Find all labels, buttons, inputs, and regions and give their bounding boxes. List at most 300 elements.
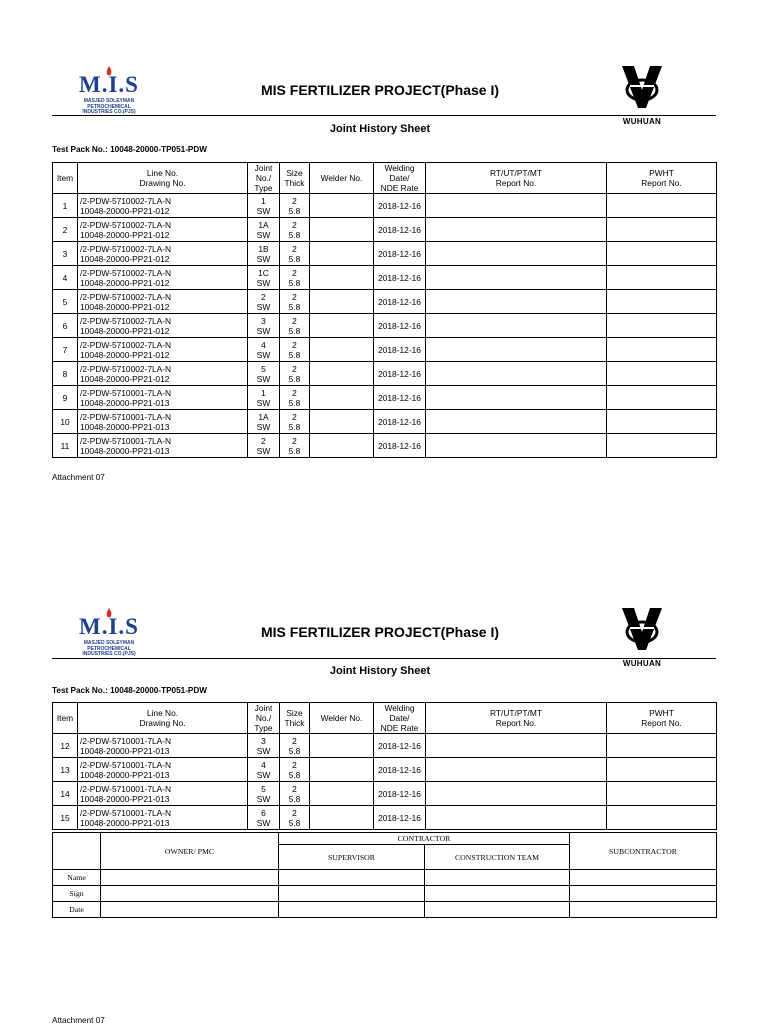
signature-field [101,886,279,902]
welding-date-cell: 2018-12-16 [374,758,426,782]
size-value: 2 [292,411,297,422]
drawing-number: 10048-20000-PP21-012 [80,325,170,336]
pwht-report-cell [607,266,717,290]
welding-date-cell: 2018-12-16 [374,434,426,458]
rt-report-cell [426,338,607,362]
line-number: /2-PDW-5710001-7LA-N [80,387,172,398]
size-value: 2 [292,363,297,374]
line-number: /2-PDW-5710002-7LA-N [80,315,172,326]
table-row [53,410,717,434]
size-value: 2 [292,807,297,818]
welder-cell [310,434,374,458]
header-line: Date/ [389,173,410,183]
sheet-page-2 [0,540,768,1024]
size-value: 2 [292,759,297,770]
thick-value: 5.8 [288,229,301,240]
joint-type: SW [256,301,271,312]
rt-report-cell [426,410,607,434]
line-drawing-cell [78,338,248,362]
header-line: Line No. [146,168,179,178]
size-value: 2 [292,387,297,398]
joint-number: 1 [261,387,266,398]
signature-field [570,886,717,902]
line-drawing-cell [78,758,248,782]
col-line-drawing-header [78,703,248,734]
col-rt-report-header [426,703,607,734]
welding-date-cell: 2018-12-16 [374,218,426,242]
header-line: Drawing No. [139,718,186,728]
drawing-number: 10048-20000-PP21-012 [80,253,170,264]
signature-field [425,886,570,902]
joint-number: 4 [261,339,266,350]
drawing-number: 10048-20000-PP21-012 [80,277,170,288]
header-line: Report No. [495,718,537,728]
col-size-header [280,163,310,194]
joint-type-cell [248,806,280,830]
header-line: No./ [255,713,272,723]
pwht-report-cell [607,290,717,314]
table-row [53,782,717,806]
table-row [53,434,717,458]
mis-logo-subtitle [74,641,144,658]
col-item-header: Item [53,703,78,734]
signature-corner [53,833,101,870]
drawing-number: 10048-20000-PP21-012 [80,349,170,360]
welder-cell [310,194,374,218]
thick-value: 5.8 [288,325,301,336]
line-drawing-cell [78,242,248,266]
pwht-report-cell [607,758,717,782]
line-number: /2-PDW-5710001-7LA-N [80,759,172,770]
joint-type: SW [256,253,271,264]
wuhuan-emblem-icon [620,64,664,110]
welding-date-cell: 2018-12-16 [374,338,426,362]
table-row [53,362,717,386]
line-drawing-cell [78,194,248,218]
header-line: Report No. [641,718,682,728]
line-number: /2-PDW-5710001-7LA-N [80,411,172,422]
test-pack-number: Test Pack No.: 10048-20000-TP051-PDW [52,145,208,154]
subcontractor-header: SUBCONTRACTOR [570,833,717,870]
joint-type-cell [248,362,280,386]
header-line: Welding [384,163,415,173]
rt-report-cell [426,734,607,758]
signature-row [53,870,717,886]
size-thick-cell [280,194,310,218]
item-cell: 4 [53,266,78,290]
joint-type: SW [256,793,271,804]
welding-date-cell: 2018-12-16 [374,806,426,830]
table-row [53,194,717,218]
joint-type: SW [256,421,271,432]
signature-row-label: Sign [53,886,101,902]
table-row [53,242,717,266]
mis-logo-word: M.I.S [79,72,139,97]
line-drawing-cell [78,314,248,338]
line-number: /2-PDW-5710001-7LA-N [80,807,172,818]
drawing-number: 10048-20000-PP21-013 [80,793,170,804]
size-thick-cell [280,386,310,410]
attachment-label: Attachment 07 [52,473,105,482]
signature-row [53,902,717,918]
joint-type-cell [248,194,280,218]
size-thick-cell [280,806,310,830]
rt-report-cell [426,434,607,458]
line-drawing-cell [78,410,248,434]
pwht-report-cell [607,338,717,362]
mis-sub-line: PETROCHEMICAL [87,103,131,110]
size-thick-cell [280,242,310,266]
thick-value: 5.8 [288,397,301,408]
line-number: /2-PDW-5710001-7LA-N [80,435,172,446]
welding-date-cell: 2018-12-16 [374,362,426,386]
joint-number: 3 [261,315,266,326]
header-line: Size [286,708,303,718]
pwht-report-cell [607,782,717,806]
line-drawing-cell [78,434,248,458]
item-cell: 14 [53,782,78,806]
header-line: Joint [254,163,273,173]
table-row [53,734,717,758]
table-header-row [53,163,717,194]
size-value: 2 [292,783,297,794]
mis-logo [74,608,144,670]
header-line: NDE Rate [380,183,419,193]
item-cell: 10 [53,410,78,434]
rt-report-cell [426,758,607,782]
signature-field [279,902,425,918]
rt-report-cell [426,194,607,218]
header-line: RT/UT/PT/MT [490,708,542,718]
size-value: 2 [292,243,297,254]
project-title: MIS FERTILIZER PROJECT(Phase I) [260,82,500,98]
sheet-title: Joint History Sheet [329,123,431,135]
drawing-number: 10048-20000-PP21-013 [80,421,170,432]
header-line: Drawing No. [139,178,186,188]
signature-field [425,870,570,886]
pwht-report-cell [607,734,717,758]
size-thick-cell [280,434,310,458]
thick-value: 5.8 [288,745,301,756]
drawing-number: 10048-20000-PP21-012 [80,301,170,312]
line-drawing-cell [78,734,248,758]
signature-field [570,870,717,886]
contractor-header: CONTRACTOR [279,833,570,845]
col-welder-header: Welder No. [310,703,374,734]
size-thick-cell [280,290,310,314]
welder-cell [310,386,374,410]
drawing-number: 10048-20000-PP21-013 [80,817,170,828]
col-pwht-report-header [607,703,717,734]
drawing-number: 10048-20000-PP21-013 [80,445,170,456]
item-cell: 5 [53,290,78,314]
header-line: PWHT [649,168,674,178]
signature-row [53,886,717,902]
welding-date-cell: 2018-12-16 [374,410,426,434]
mis-logo-subtitle [74,99,144,116]
pwht-report-cell [607,362,717,386]
size-thick-cell [280,362,310,386]
header-divider [52,115,716,116]
pwht-report-cell [607,434,717,458]
col-item-header: Item [53,163,78,194]
joint-number: 1A [258,219,269,230]
joint-number: 1B [258,243,269,254]
size-thick-cell [280,266,310,290]
wuhuan-emblem-icon [620,606,664,652]
line-number: /2-PDW-5710001-7LA-N [80,783,172,794]
table-row [53,386,717,410]
joint-type: SW [256,397,271,408]
size-thick-cell [280,782,310,806]
signature-field [279,886,425,902]
attachment-label: Attachment 07 [52,1016,105,1025]
signature-field [101,902,279,918]
header-line: RT/UT/PT/MT [490,168,542,178]
signature-field [570,902,717,918]
line-number: /2-PDW-5710002-7LA-N [80,243,172,254]
joint-type-cell [248,218,280,242]
line-drawing-cell [78,386,248,410]
joint-rows-page-1 [53,194,717,458]
thick-value: 5.8 [288,349,301,360]
welding-date-cell: 2018-12-16 [374,194,426,218]
joint-type: SW [256,349,271,360]
thick-value: 5.8 [288,301,301,312]
item-cell: 6 [53,314,78,338]
header-divider [52,658,716,659]
joint-type-cell [248,434,280,458]
line-number: /2-PDW-5710002-7LA-N [80,339,172,350]
construction-team-header: CONSTRUCTION TEAM [425,845,570,870]
pwht-report-cell [607,218,717,242]
joint-type: SW [256,745,271,756]
col-welder-header: Welder No. [310,163,374,194]
size-thick-cell [280,218,310,242]
drawing-number: 10048-20000-PP21-012 [80,229,170,240]
size-value: 2 [292,219,297,230]
pwht-report-cell [607,194,717,218]
line-drawing-cell [78,806,248,830]
joint-type: SW [256,229,271,240]
col-joint-header [248,163,280,194]
pwht-report-cell [607,386,717,410]
header-line: Joint [254,703,273,713]
drawing-number: 10048-20000-PP21-012 [80,373,170,384]
joint-type-cell [248,338,280,362]
welder-cell [310,758,374,782]
size-thick-cell [280,338,310,362]
header-line: NDE Rate [380,723,419,733]
drawing-number: 10048-20000-PP21-013 [80,769,170,780]
pwht-report-cell [607,806,717,830]
col-joint-header [248,703,280,734]
welder-cell [310,734,374,758]
header-line: Welding [384,703,415,713]
welding-date-cell: 2018-12-16 [374,386,426,410]
joint-number: 1C [258,267,269,278]
welding-date-cell: 2018-12-16 [374,242,426,266]
size-value: 2 [292,435,297,446]
header-line: Report No. [495,178,537,188]
wuhuan-logo-word: WUHUAN [622,659,662,668]
joint-type: SW [256,445,271,456]
joint-number: 1 [261,195,266,206]
drawing-number: 10048-20000-PP21-012 [80,205,170,216]
welder-cell [310,290,374,314]
test-pack-number: Test Pack No.: 10048-20000-TP051-PDW [52,686,208,695]
rt-report-cell [426,386,607,410]
item-cell: 13 [53,758,78,782]
line-number: /2-PDW-5710001-7LA-N [80,735,172,746]
header-line: No./ [255,173,272,183]
header-line: Line No. [146,708,179,718]
joint-type-cell [248,242,280,266]
wuhuan-logo [614,64,670,126]
size-thick-cell [280,410,310,434]
size-value: 2 [292,735,297,746]
mis-logo-word: M.I.S [79,614,139,639]
joint-number: 2 [261,435,266,446]
table-row [53,314,717,338]
joint-history-table [52,702,717,830]
rt-report-cell [426,314,607,338]
welder-cell [310,266,374,290]
line-number: /2-PDW-5710002-7LA-N [80,219,172,230]
welding-date-cell: 2018-12-16 [374,290,426,314]
joint-type: SW [256,277,271,288]
item-cell: 11 [53,434,78,458]
item-cell: 2 [53,218,78,242]
header-line: Date/ [389,713,410,723]
welder-cell [310,314,374,338]
size-value: 2 [292,315,297,326]
size-value: 2 [292,195,297,206]
table-row [53,218,717,242]
welder-cell [310,242,374,266]
line-number: /2-PDW-5710002-7LA-N [80,291,172,302]
joint-type-cell [248,386,280,410]
item-cell: 7 [53,338,78,362]
signature-field [101,870,279,886]
table-header-row [53,703,717,734]
item-cell: 8 [53,362,78,386]
owner-pmc-header: OWNER/ PMC [101,833,279,870]
rt-report-cell [426,242,607,266]
col-size-header [280,703,310,734]
welding-date-cell: 2018-12-16 [374,734,426,758]
line-drawing-cell [78,782,248,806]
project-title: MIS FERTILIZER PROJECT(Phase I) [260,624,500,640]
joint-type-cell [248,782,280,806]
joint-type-cell [248,734,280,758]
line-number: /2-PDW-5710002-7LA-N [80,363,172,374]
line-drawing-cell [78,266,248,290]
supervisor-header: SUPERVISOR [279,845,425,870]
joint-type-cell [248,758,280,782]
line-drawing-cell [78,362,248,386]
welding-date-cell: 2018-12-16 [374,266,426,290]
joint-type: SW [256,325,271,336]
size-thick-cell [280,758,310,782]
signature-row-label: Name [53,870,101,886]
joint-type: SW [256,817,271,828]
header-line: PWHT [649,708,674,718]
rt-report-cell [426,362,607,386]
item-cell: 1 [53,194,78,218]
thick-value: 5.8 [288,421,301,432]
col-line-drawing-header [78,163,248,194]
thick-value: 5.8 [288,373,301,384]
welder-cell [310,806,374,830]
joint-number: 5 [261,783,266,794]
joint-type-cell [248,314,280,338]
header-line: Thick [284,178,305,188]
thick-value: 5.8 [288,793,301,804]
size-thick-cell [280,314,310,338]
thick-value: 5.8 [288,769,301,780]
signature-field [279,870,425,886]
welder-cell [310,338,374,362]
welding-date-cell: 2018-12-16 [374,782,426,806]
thick-value: 5.8 [288,253,301,264]
rt-report-cell [426,218,607,242]
thick-value: 5.8 [288,205,301,216]
item-cell: 9 [53,386,78,410]
header-line: Report No. [641,178,682,188]
mis-sub-line: PETROCHEMICAL [87,645,131,652]
joint-rows-page-2 [53,734,717,830]
mis-logo [74,66,144,128]
joint-type: SW [256,769,271,780]
thick-value: 5.8 [288,277,301,288]
size-value: 2 [292,267,297,278]
thick-value: 5.8 [288,445,301,456]
table-row [53,290,717,314]
sheet-title: Joint History Sheet [329,665,431,677]
joint-number: 6 [261,807,266,818]
col-welding-date-header [374,163,426,194]
welding-date-cell: 2018-12-16 [374,314,426,338]
item-cell: 12 [53,734,78,758]
rt-report-cell [426,266,607,290]
joint-number: 2 [261,291,266,302]
welder-cell [310,218,374,242]
mis-sub-line: INDUSTRIES CO.(PJS) [82,109,136,116]
size-value: 2 [292,339,297,350]
line-drawing-cell [78,290,248,314]
joint-number: 3 [261,735,266,746]
header-line: Size [286,168,303,178]
joint-type: SW [256,205,271,216]
pwht-report-cell [607,410,717,434]
thick-value: 5.8 [288,817,301,828]
col-rt-report-header [426,163,607,194]
line-number: /2-PDW-5710002-7LA-N [80,267,172,278]
table-row [53,758,717,782]
rt-report-cell [426,782,607,806]
header-line: Type [254,183,273,193]
rt-report-cell [426,806,607,830]
line-number: /2-PDW-5710002-7LA-N [80,195,172,206]
welder-cell [310,782,374,806]
signature-field [425,902,570,918]
joint-number: 4 [261,759,266,770]
size-thick-cell [280,734,310,758]
signature-row-label: Date [53,902,101,918]
joint-number: 5 [261,363,266,374]
item-cell: 3 [53,242,78,266]
